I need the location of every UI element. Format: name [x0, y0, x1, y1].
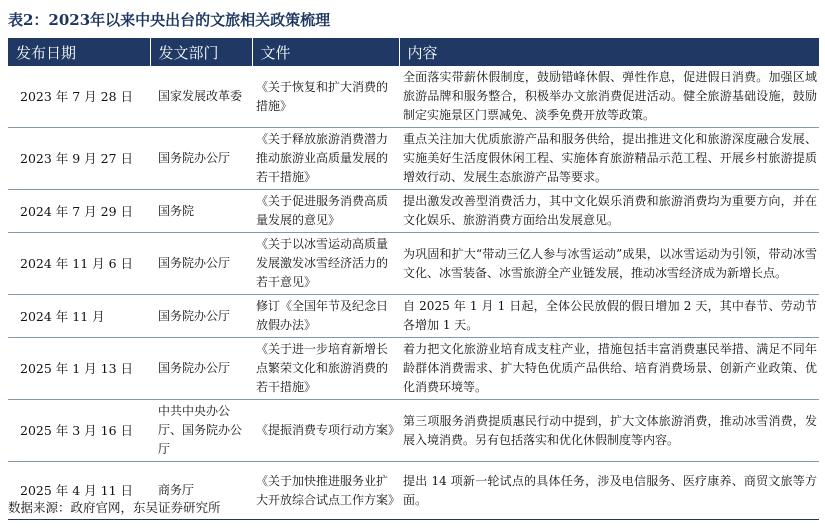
- table-row: [8, 295, 819, 338]
- row-content: 自 2025 年 1 月 1 日起，全体公民放假的假日增加 2 天，其中春节、劳动节各增加 1 天。: [399, 295, 819, 338]
- row-doc: 修订《全国年节及纪念日放假办法》: [252, 295, 399, 338]
- header-row: [8, 38, 819, 66]
- row-content: 提出 14 项新一轮试点的具体任务，涉及电信服务、医疗康养、商贸文旅等方面。: [399, 462, 819, 520]
- table-row: [8, 128, 819, 190]
- row-doc: 《关于促进服务消费高质量发展的意见》: [252, 190, 399, 233]
- row-content: 提出激发改善型消费活力，其中文化娱乐消费和旅游消费均为重要方向，并在文化娱乐、旅游消费方面给出发展意见。: [399, 190, 819, 233]
- row-content: 第三项服务消费提质惠民行动中提到，扩大文体旅游消费，推动冰雪消费，发展入境消费。另有包括落实和优化休假制度等内容。: [399, 400, 819, 462]
- row-dept: 中共中央办公厅、国务院办公厅: [150, 400, 252, 462]
- header-content: 内容: [407, 43, 438, 62]
- row-content: 重点关注加大优质旅游产品和服务供给，提出推进文化和旅游深度融合发展、实施美好生活度假休闲工程、实施体育旅游精品示范工程、开展乡村旅游提质增效行动、发展生态旅游产品等要求。: [399, 128, 819, 190]
- table-row: [8, 400, 819, 462]
- table-row: [8, 338, 819, 400]
- row-date: 2024 年 11 月: [8, 295, 150, 338]
- row-dept: 商务厅: [150, 462, 252, 520]
- row-doc: 《提振消费专项行动方案》: [252, 400, 399, 462]
- policy-table: [8, 38, 819, 520]
- row-date: 2025 年 4 月 11 日: [8, 462, 150, 520]
- row-dept: 国务院办公厅: [150, 295, 252, 338]
- row-date: 2025 年 1 月 13 日: [8, 338, 150, 400]
- row-date: 2024 年 7 月 29 日: [8, 190, 150, 233]
- row-date: 2023 年 7 月 28 日: [8, 66, 150, 128]
- row-date: 2025 年 3 月 16 日: [8, 400, 150, 462]
- table-title: 表2：2023年以来中央出台的文旅相关政策梳理: [8, 11, 331, 29]
- row-dept: 国务院办公厅: [150, 338, 252, 400]
- row-date: 2024 年 11 月 6 日: [8, 233, 150, 295]
- table-row: [8, 66, 819, 128]
- row-content: 为巩固和扩大“带动三亿人参与冰雪运动”成果，以冰雪运动为引领，带动冰雪文化、冰雪装备、冰雪旅游全产业链发展，推动冰雪经济成为新增长点。: [399, 233, 819, 295]
- table-row: [8, 233, 819, 295]
- row-content: 全面落实带薪休假制度，鼓励错峰休假、弹性作息，促进假日消费。加强区域旅游品牌和服务整合，积极举办文旅消费促进活动。健全旅游基础设施，鼓励制定实施景区门票减免、淡季免费开放等政策。: [399, 66, 819, 128]
- row-doc: 《关于以冰雪运动高质量发展激发冰雪经济活力的若干意见》: [252, 233, 399, 295]
- row-date: 2023 年 9 月 27 日: [8, 128, 150, 190]
- table-row: [8, 190, 819, 233]
- row-dept: 国务院办公厅: [150, 128, 252, 190]
- row-doc: 《关于加快推进服务业扩大开放综合试点工作方案》: [252, 462, 399, 520]
- row-doc: 《关于释放旅游消费潜力推动旅游业高质量发展的若干措施》: [252, 128, 399, 190]
- row-dept: 国务院办公厅: [150, 233, 252, 295]
- row-doc: 《关于进一步培育新增长点繁荣文化和旅游消费的若干措施》: [252, 338, 399, 400]
- row-content: 着力把文化旅游业培育成支柱产业，措施包括丰富消费惠民举措、满足不同年龄群体消费需求、扩大特色优质产品供给、培育消费场景、创新产业政策、优化消费环境等。: [399, 338, 819, 400]
- header-dept: 发文部门: [150, 38, 252, 66]
- data-source-note: 数据来源：政府官网，东吴证券研究所: [8, 500, 221, 515]
- header-doc: 文件: [252, 38, 399, 66]
- header-date: 发布日期: [8, 38, 150, 66]
- row-doc: 《关于恢复和扩大消费的措施》: [252, 66, 399, 128]
- row-dept: 国家发展改革委: [150, 66, 252, 128]
- row-dept: 国务院: [150, 190, 252, 233]
